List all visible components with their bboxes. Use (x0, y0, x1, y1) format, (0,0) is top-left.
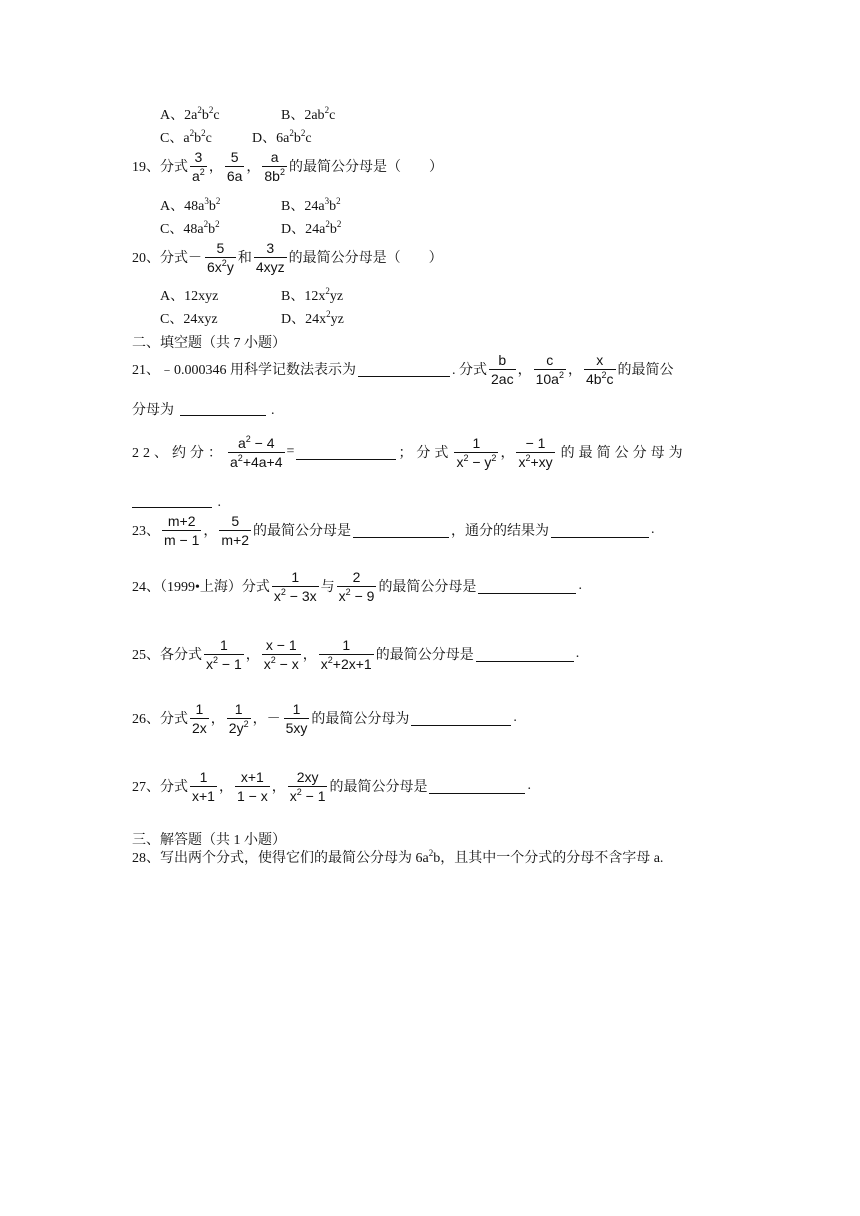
q25-fraction-2: $\frac{x - 1}{x^2 - x}$ (263, 636, 299, 672)
q22-line-2: . (132, 493, 221, 512)
q19-fraction-2: $\frac{5}{6a}$ (226, 148, 243, 184)
q26-stem: 26、分式 $\frac{1}{2x}$ ， $\frac{1}{2y^2}$ ， － $\frac{1}{5xy}$ 的最简公分母为 . (132, 700, 517, 736)
q21-answer-blank-2[interactable] (180, 401, 266, 416)
q19-option-c: C、$48a^2b^2$ (160, 219, 220, 237)
q27-fraction-3: $\frac{2xy}{x^2 - 1}$ (289, 768, 326, 804)
q22-answer-blank-2[interactable] (132, 493, 212, 508)
q20-option-a: A、12xyz (160, 289, 219, 304)
q25-fraction-1: $\frac{1}{x^2 - 1}$ (206, 636, 242, 672)
q20-stem: 20、分式 － $\frac{5}{6x^2y}$ 和 $\frac{3}{\text{4xyz}}$ 的最简公分母是（ ） (132, 239, 443, 275)
q21-answer-blank-1[interactable] (358, 362, 450, 377)
q21-fraction-2: $\frac{c}{10a^2}$ (535, 351, 564, 387)
q21-stem: 21、 ﹣0.000346 用科学记数法表示为 . 分式 $\frac{b}{2ac}$ ， $\frac{c}{10a^2}$ ， $\frac{x}{4b^2c}$ 的最简公 (132, 351, 674, 387)
q19-fraction-3: $\frac{a}{8b^2}$ (264, 148, 285, 184)
q19-fraction-1: $\frac{3}{a^2}$ (192, 148, 205, 184)
q21-line-2: 分母为 . (132, 403, 275, 418)
q23-fraction-1: $\frac{m+2}{m - 1}$ (164, 512, 200, 548)
q19-stem: 19、分式 $\frac{3}{a^2}$ ， $\frac{5}{6a}$ ， $\frac{a}{8b^2}$ 的最简公分母是（ ） (132, 148, 443, 184)
q23-fraction-2: $\frac{5}{m+2}$ (221, 512, 250, 548)
q22-fraction-3: $\frac{- 1}{x^2+xy}$ (518, 434, 553, 470)
q26-fraction-1: $\frac{1}{2x}$ (192, 700, 207, 736)
q22-fraction-2: $\frac{1}{x^2 - y^2}$ (456, 434, 497, 470)
q20-fraction-2: $\frac{3}{\text{4xyz}}$ (255, 239, 285, 275)
q27-answer-blank[interactable] (429, 779, 525, 794)
q27-fraction-1: $\frac{1}{x+1}$ (192, 768, 215, 804)
q21-fraction-1: $\frac{b}{2ac}$ (491, 351, 514, 387)
q26-answer-blank[interactable] (411, 711, 511, 726)
q20-fraction-1: $\frac{5}{6x^2y}$ (207, 239, 234, 275)
q22-answer-blank-1[interactable] (296, 445, 396, 460)
q23-answer-blank-1[interactable] (353, 523, 449, 538)
q18-option-b: B、$2ab^2c$ (281, 105, 336, 123)
q24-stem: 24、（1999•上海）分式 $\frac{1}{x^2 - 3x}$ 与 $\frac{2}{x^2 - 9}$ 的最简公分母是 . (132, 568, 582, 604)
q26-fraction-3: $\frac{1}{5xy}$ (285, 700, 308, 736)
q24-answer-blank[interactable] (478, 579, 576, 594)
q25-fraction-3: $\frac{1}{x^2+2x+1}$ (320, 636, 372, 672)
q24-fraction-1: $\frac{1}{x^2 - 3x}$ (273, 568, 317, 604)
section-3-heading: 三、解答题（共 1 小题） (132, 833, 286, 848)
q22-stem: 22、约分： $\frac{a^2 - 4}{a^2+4a+4}$ = ；分式 $\frac{1}{x^2 - y^2}$ ， $\frac{- 1}{x^2+xy}$ 的最简公分母为 (132, 433, 687, 470)
q20-option-d: D、$24x^2yz$ (281, 309, 344, 327)
section-2-heading: 二、填空题（共 7 小题） (132, 336, 286, 351)
q19-option-a: A、$48a^3b^2$ (160, 196, 221, 214)
q22-fraction-1: $\frac{a^2 - 4}{a^2+4a+4}$ (230, 433, 283, 470)
q28-stem: 28、写出两个分式，使得它们的最简公分母为 $6a^2b$，且其中一个分式的分母不含字母 a. (132, 848, 664, 866)
q23-answer-blank-2[interactable] (551, 523, 649, 538)
q19-option-d: D、$24a^2b^2$ (281, 219, 342, 237)
q20-option-c: C、24xyz (160, 312, 218, 327)
q24-fraction-2: $\frac{2}{x^2 - 9}$ (338, 568, 375, 604)
q18-option-d: D、$6a^2b^2c$ (252, 128, 312, 146)
q19-option-b: B、$24a^3b^2$ (281, 196, 341, 214)
q20-option-b: B、$12x^2yz$ (281, 286, 344, 304)
q23-stem: 23、 $\frac{m+2}{m - 1}$ ， $\frac{5}{m+2}$ 的最简公分母是 ，通分的结果为 . (132, 512, 655, 548)
q27-stem: 27、分式 $\frac{1}{x+1}$ ， $\frac{x+1}{1 - x}$ ， $\frac{2xy}{x^2 - 1}$ 的最简公分母是 . (132, 768, 531, 804)
q25-answer-blank[interactable] (476, 647, 574, 662)
q26-fraction-2: $\frac{1}{2y^2}$ (228, 700, 249, 736)
q21-fraction-3: $\frac{x}{4b^2c}$ (585, 351, 614, 387)
q27-fraction-2: $\frac{x+1}{1 - x}$ (236, 768, 268, 804)
q18-option-a: A、$2a^2b^2c$ (160, 105, 220, 123)
q25-stem: 25、各分式 $\frac{1}{x^2 - 1}$ ， $\frac{x - 1}{x^2 - x}$ ， $\frac{1}{x^2+2x+1}$ 的最简公分母是 . (132, 636, 580, 672)
q18-option-c: C、$a^2b^2c$ (160, 128, 212, 146)
